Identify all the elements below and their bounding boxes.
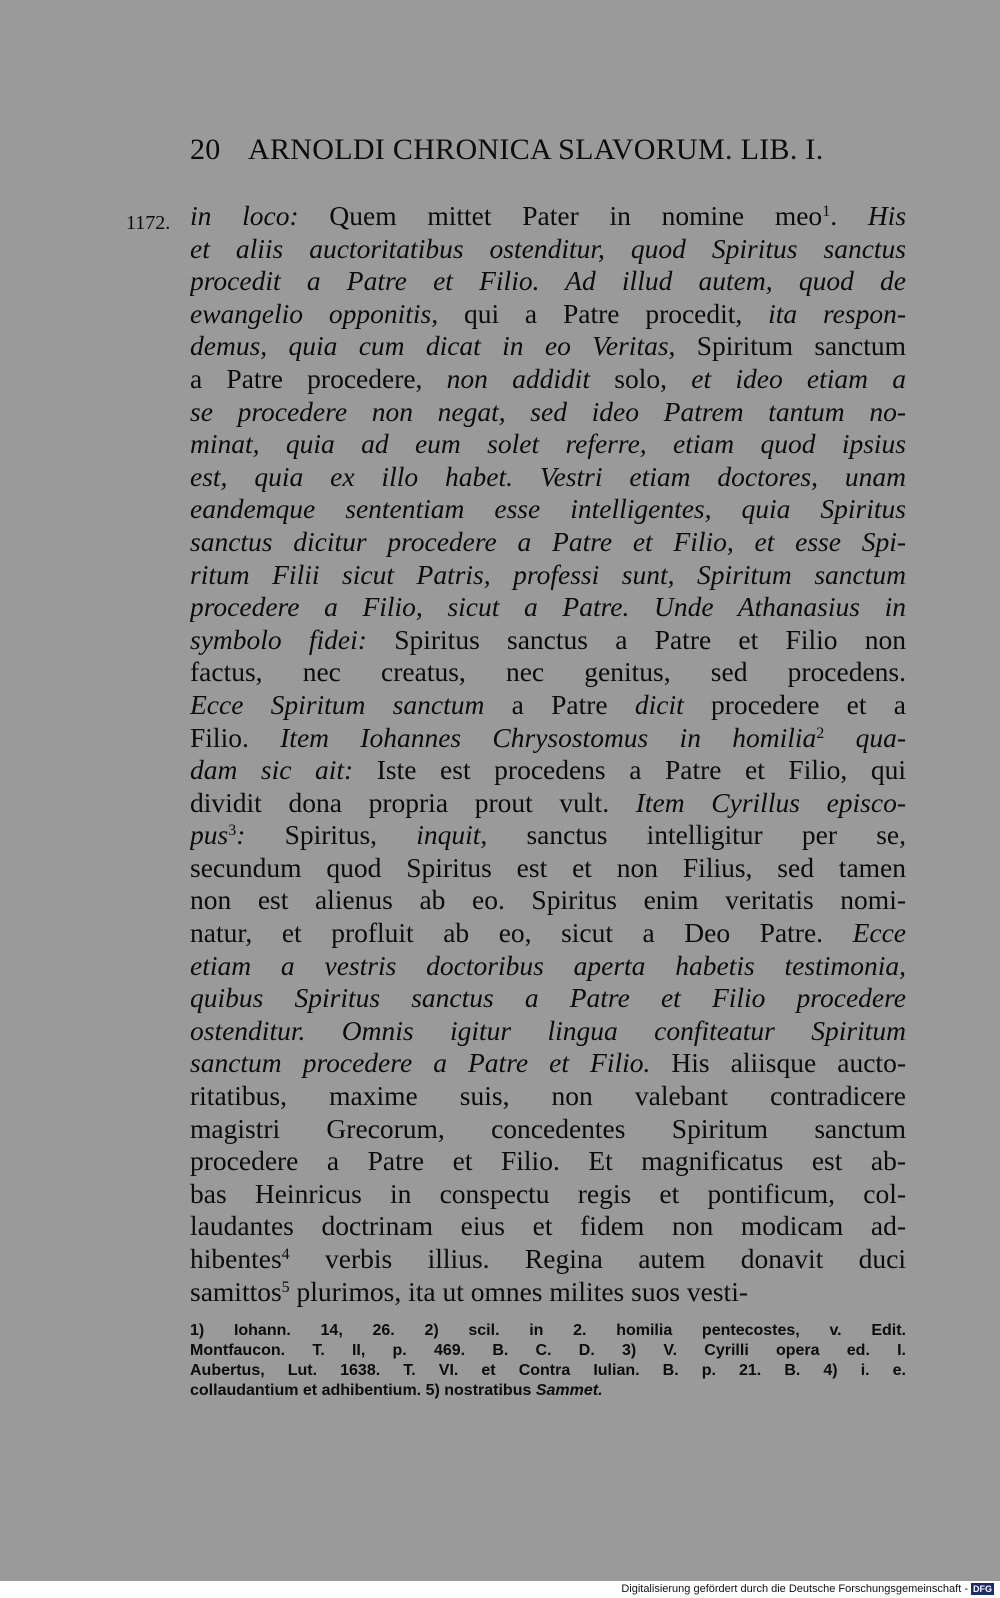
text-line: Filio. Item Iohannes Chrysostomus in homilia$^2$ qua-	[190, 721, 906, 753]
digitization-credit: Digitalisierung gefördert durch die Deutsche Forschungsgemeinschaft -	[621, 1583, 968, 1595]
text-line: non est alienus ab eo. Spiritus enim veritatis nomi-	[190, 884, 906, 916]
text-line: magistri Grecorum, concedentes Spiritum sanctum	[190, 1112, 906, 1144]
text-line: procedit a Patre et Filio. Ad illud autem, quod de	[190, 265, 906, 297]
text-line: et aliis auctoritatibus ostenditur, quod Spiritus sanctus	[190, 232, 906, 264]
page-number: 20	[190, 133, 221, 166]
text-line: est, quia ex illo habet. Vestri etiam doctores, unam	[190, 460, 906, 492]
text-line: ostenditur. Omnis igitur lingua confiteatur Spiritum	[190, 1014, 906, 1046]
text-line: factus, nec creatus, nec genitus, sed procedens.	[190, 656, 906, 688]
running-title: ARNOLDI CHRONICA SLAVORUM. LIB. I.	[248, 133, 824, 166]
text-line: hibentes$^4$ verbis illius. Regina autem donavit duci	[190, 1243, 906, 1274]
dfg-logo: DFG	[973, 1584, 992, 1594]
text-line: procedere a Filio, sicut a Patre. Unde Athanasius in	[190, 591, 906, 623]
text-line: in loco: Quem mittet Pater in nomine meo$^1$. His	[190, 200, 906, 231]
text-line: pus$^3$: Spiritus, inquit, sanctus intelligitur per se,	[190, 819, 906, 851]
margin-year-note: 1172.	[126, 212, 171, 234]
text-line: eandemque sententiam esse intelligentes, quia Spiritus	[190, 493, 906, 525]
text-line: ewangelio opponitis, qui a Patre procedit, ita respon-	[190, 297, 906, 329]
text-line: symbolo fidei: Spiritus sanctus a Patre et Filio non	[190, 623, 906, 655]
text-line: laudantes doctrinam eius et fidem non modicam ad-	[190, 1210, 906, 1242]
text-line: natur, et profluit ab eo, sicut a Deo Patre. Ecce	[190, 917, 906, 949]
body-text	[190, 200, 906, 1308]
text-line: sanctum procedere a Patre et Filio. His aliisque aucto-	[190, 1047, 906, 1079]
text-line: dividit dona propria prout vult. Item Cyrillus episco-	[190, 786, 906, 818]
text-line: etiam a vestris doctoribus aperta habetis testimonia,	[190, 949, 906, 981]
footnote-line: collaudantium et adhibentium. 5) nostratibus Sammet.	[190, 1382, 603, 1399]
footnotes	[190, 1321, 906, 1401]
text-line: ritatibus, maxime suis, non valebant contradicere	[190, 1080, 906, 1112]
text-line: procedere a Patre et Filio. Et magnificatus est ab-	[190, 1145, 906, 1177]
text-line: dam sic ait: Iste est procedens a Patre et Filio, qui	[190, 754, 906, 786]
text-line: minat, quia ad eum solet referre, etiam quod ipsius	[190, 428, 906, 460]
text-line: sanctus dicitur procedere a Patre et Filio, et esse Spi-	[190, 525, 906, 557]
footnote-line: Montfaucon. T. II, p. 469. B. C. D. 3) V. Cyrilli opera ed. I.	[190, 1342, 906, 1359]
running-header	[190, 133, 880, 167]
text-line: Ecce Spiritum sanctum a Patre dicit procedere et a	[190, 688, 906, 720]
text-line: se procedere non negat, sed ideo Patrem tantum no-	[190, 395, 906, 427]
text-line: secundum quod Spiritus est et non Filius, sed tamen	[190, 851, 906, 883]
footnote-line: 1) Iohann. 14, 26. 2) scil. in 2. homilia pentecostes, v. Edit.	[190, 1322, 906, 1339]
footnote-line: Aubertus, Lut. 1638. T. VI. et Contra Iulian. B. p. 21. B. 4) i. e.	[190, 1362, 906, 1379]
text-line: samittos$^5$ plurimos, ita ut omnes milites suos vesti-	[190, 1275, 748, 1307]
text-line: quibus Spiritus sanctus a Patre et Filio procedere	[190, 982, 906, 1014]
text-line: ritum Filii sicut Patris, professi sunt, Spiritum sanctum	[190, 558, 906, 590]
text-line: demus, quia cum dicat in eo Veritas, Spiritum sanctum	[190, 330, 906, 362]
text-line: bas Heinricus in conspectu regis et pontificum, col-	[190, 1177, 906, 1209]
text-line: a Patre procedere, non addidit solo, et ideo etiam a	[190, 362, 906, 394]
